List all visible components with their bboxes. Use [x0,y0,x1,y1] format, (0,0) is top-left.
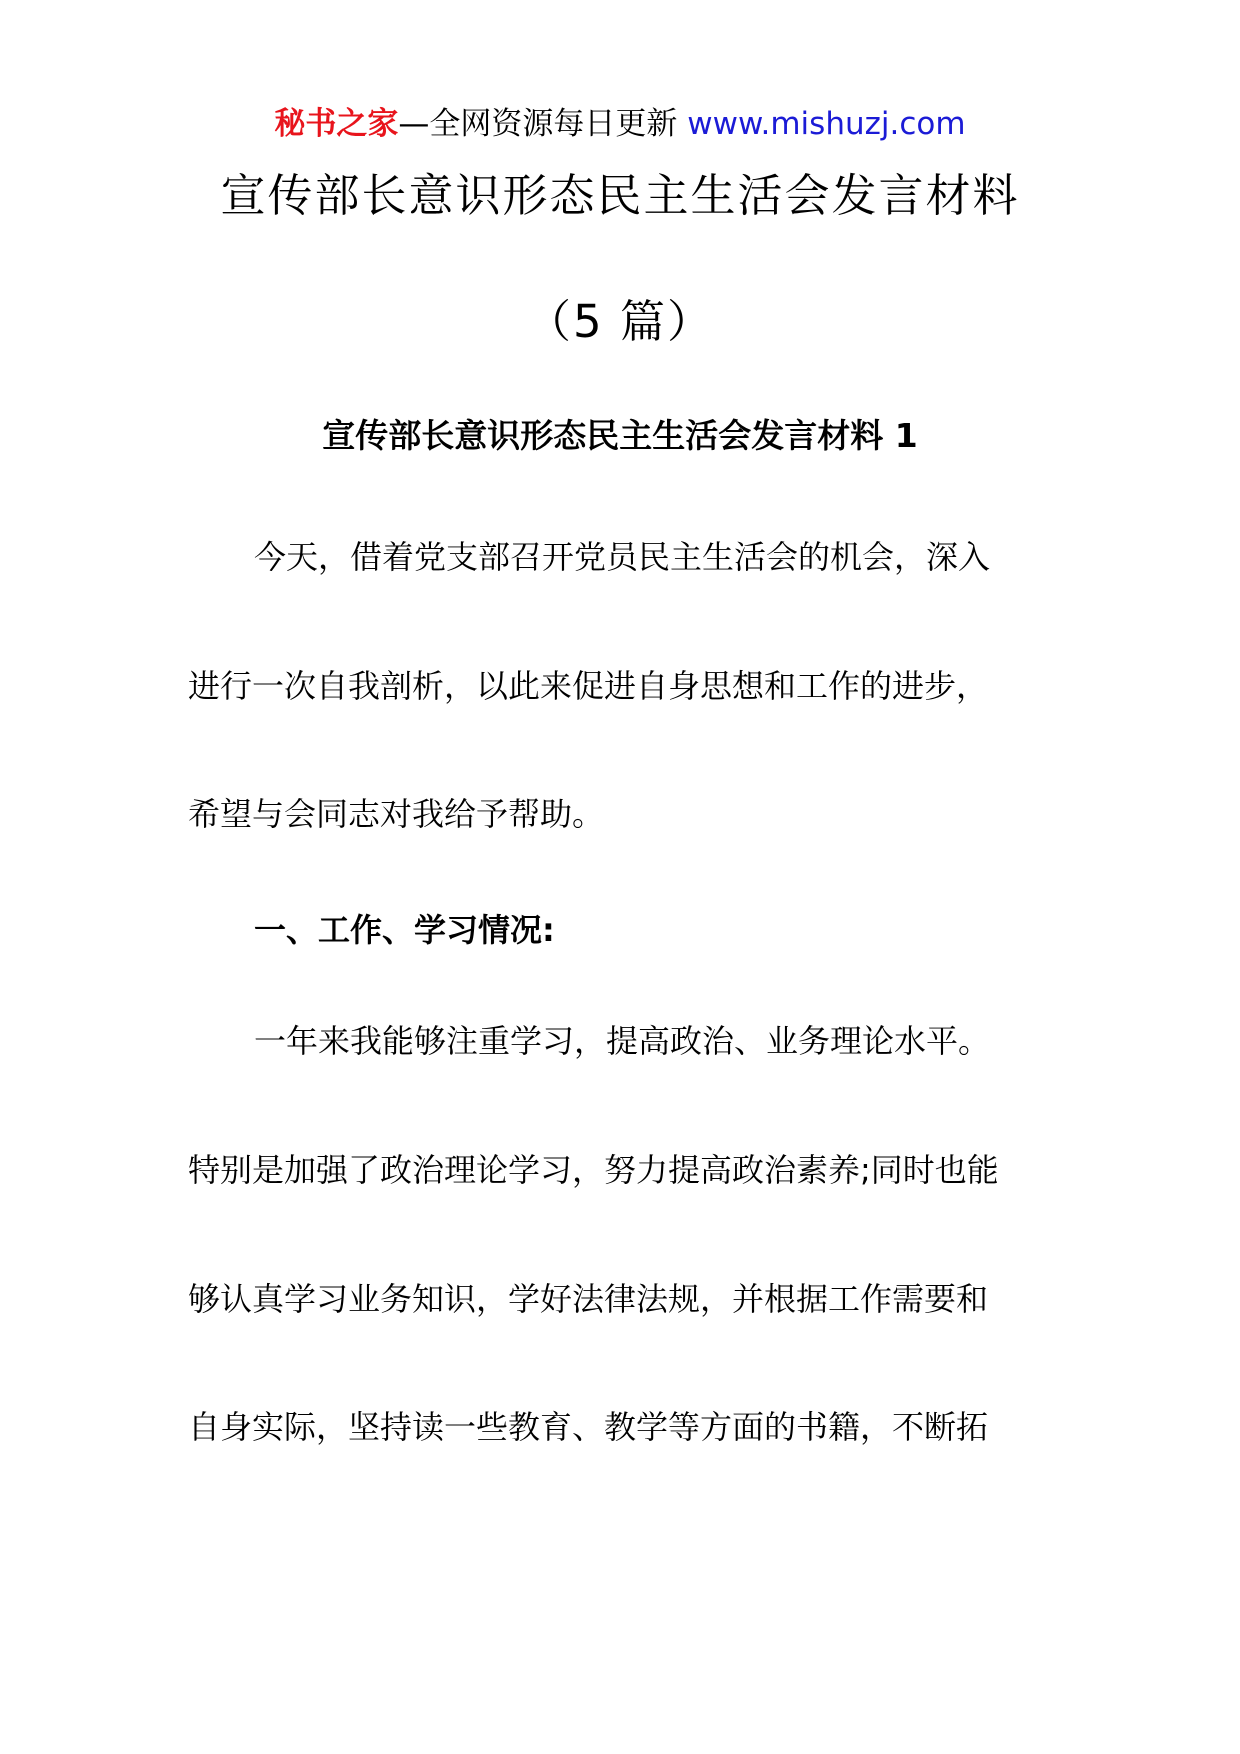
section-heading: 一、工作、学习情况: [254,911,555,949]
paragraph-line: 特别是加强了政治理论学习，努力提高政治素养;同时也能 [188,1151,999,1189]
paragraph-line: 自身实际，坚持读一些教育、教学等方面的书籍，不断拓 [188,1408,989,1446]
header-tagline: —全网资源每日更新 [398,106,688,142]
document-title-count: （5 篇） [526,295,714,348]
paragraph-line: 希望与会同志对我给予帮助。 [188,795,605,833]
brand-name: 秘书之家 [274,106,399,142]
paragraph-line: 够认真学习业务知识，学好法律法规，并根据工作需要和 [188,1280,989,1318]
section-title: 宣传部长意识形态民主生活会发言材料 1 [322,416,918,455]
paragraph-line: 一年来我能够注重学习，提高政治、业务理论水平。 [254,1022,991,1060]
site-url: www.mishuzj.com [687,106,966,142]
paragraph-line: 今天，借着党支部召开党员民主生活会的机会，深入 [254,538,991,576]
document-title: 宣传部长意识形态民主生活会发言材料 [220,169,1020,222]
watermark-header [0,104,1240,144]
paragraph-line: 进行一次自我剖析，以此来促进自身思想和工作的进步， [188,667,989,705]
